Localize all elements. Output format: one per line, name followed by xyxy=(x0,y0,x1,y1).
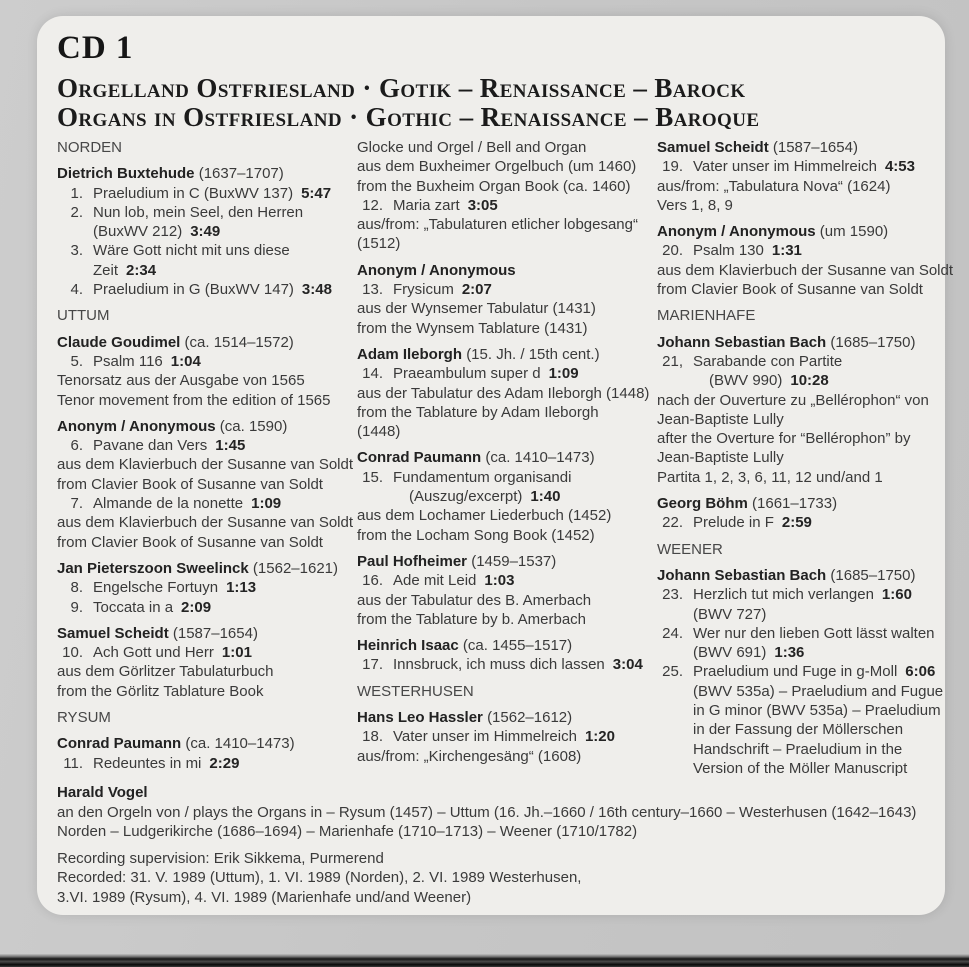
composer-name: Paul Hofheimer xyxy=(357,552,468,570)
composer-name: Heinrich Isaac xyxy=(357,637,459,655)
track-number: 6. xyxy=(70,437,83,455)
track-number: 9. xyxy=(70,598,83,616)
track-row xyxy=(357,280,650,299)
track-title: Praeambulum super d xyxy=(393,365,541,383)
track-duration: 1:13 xyxy=(226,579,257,597)
track-continuation xyxy=(657,740,950,759)
track-row xyxy=(357,364,650,383)
track-number: 21, xyxy=(662,352,683,370)
track-title: Sarabande con Partite xyxy=(693,352,843,370)
composer-dates: (1685–1750) xyxy=(830,566,916,584)
composer-line xyxy=(657,138,950,157)
booklet-card xyxy=(37,16,954,915)
composer-name: Conrad Paumann xyxy=(57,735,182,753)
track-row xyxy=(57,643,350,662)
composer-name: Dietrich Buxtehude xyxy=(57,165,195,183)
composer-name: Anonym / Anonymous xyxy=(657,223,816,241)
composer-line xyxy=(57,164,350,183)
annotation-line: (1448) xyxy=(357,423,401,441)
track-duration: 2:07 xyxy=(461,281,492,299)
annotation-line: Partita 1, 2, 3, 6, 11, 12 und/and 1 xyxy=(657,468,883,486)
track-continuation xyxy=(657,643,950,662)
track-row xyxy=(657,352,950,371)
track-title: Frysicum xyxy=(393,281,454,299)
composer-line xyxy=(657,333,950,352)
annotation-line: from the Tablature by Adam Ileborgh xyxy=(357,403,599,421)
track-duration: 1:60 xyxy=(881,586,912,604)
track-title-continued: Zeit xyxy=(93,261,119,279)
track-duration: 2:34 xyxy=(126,261,157,279)
composer-name: Johann Sebastian Bach xyxy=(657,333,827,351)
track-title-continued: in der Fassung der Möllerschen xyxy=(693,721,904,739)
composer-name: Anonym / Anonymous xyxy=(357,261,516,279)
track-number: 14. xyxy=(362,365,383,383)
annotation-line: aus dem Lochamer Liederbuch (1452) xyxy=(357,507,612,525)
credits-block xyxy=(57,783,925,907)
composer-line xyxy=(357,636,650,655)
credit-line: Recording supervision: Erik Sikkema, Purmerend xyxy=(57,849,384,867)
track-title: Innsbruck, ich muss dich lassen xyxy=(393,656,605,674)
track-continuation xyxy=(657,759,950,778)
track-duration: 1:20 xyxy=(584,728,615,746)
composer-dates: (1587–1654) xyxy=(772,139,858,156)
composer-line xyxy=(57,417,350,436)
composer-name: Adam Ileborgh xyxy=(357,345,463,363)
track-duration: 6:06 xyxy=(905,663,936,681)
track-duration: 1:40 xyxy=(530,488,561,506)
track-number: 25. xyxy=(662,663,683,681)
annotation-line: aus/from: „Kirchengesäng“ (1608) xyxy=(357,747,582,765)
credits-recording-lines xyxy=(57,849,925,908)
composer-line xyxy=(357,552,650,571)
track-number: 12. xyxy=(362,196,383,214)
track-title-continued: (BuxWV 212) xyxy=(93,223,183,241)
composer-dates: (1587–1654) xyxy=(172,624,258,642)
composer-name: Georg Böhm xyxy=(657,495,748,513)
composer-name: Claude Goudimel xyxy=(57,333,181,351)
track-title-continued: in G minor (BWV 535a) – Praeludium xyxy=(693,702,941,720)
annotation-line: Jean-Baptiste Lully xyxy=(657,410,784,428)
annotation-line: aus/from: „Tabulaturen etlicher lobgesang“ xyxy=(357,216,638,234)
composer-name: Johann Sebastian Bach xyxy=(657,566,827,584)
composer-name: Anonym / Anonymous xyxy=(57,417,216,435)
credits-organ-lines xyxy=(57,803,925,842)
composer-line xyxy=(657,566,950,585)
track-duration: 3:49 xyxy=(190,223,221,241)
composer-name: Jan Pieterszoon Sweelinck xyxy=(57,559,249,577)
track-continuation xyxy=(657,605,950,624)
track-title-continued: Handschrift – Praeludium in the xyxy=(693,740,903,758)
track-title: Praeludium und Fuge in g-Moll xyxy=(693,663,898,681)
track-title: Vater unser im Himmelreich xyxy=(693,158,877,176)
composer-line xyxy=(57,559,350,578)
composer-line xyxy=(57,624,350,643)
composer-dates: (1637–1707) xyxy=(198,165,284,183)
track-number: 23. xyxy=(662,586,683,604)
track-duration: 3:04 xyxy=(612,656,643,674)
composer-dates: (ca. 1410–1473) xyxy=(485,449,595,467)
track-continuation xyxy=(657,701,950,720)
track-row xyxy=(57,241,350,260)
track-duration: 1:36 xyxy=(774,644,805,662)
track-title: Pavane dan Vers xyxy=(93,437,208,455)
composer-dates: (um 1590) xyxy=(819,223,889,241)
section-header: UTTUM xyxy=(57,307,110,325)
track-duration: 1:45 xyxy=(215,437,246,455)
composer-dates: (1685–1750) xyxy=(830,333,916,351)
track-row xyxy=(657,157,950,176)
track-column-right xyxy=(657,138,954,778)
annotation-line: (1512) xyxy=(357,235,401,253)
track-title: Almande de la nonette xyxy=(93,495,244,513)
section-header: RYSUM xyxy=(57,709,111,727)
track-row xyxy=(657,624,950,643)
track-row xyxy=(57,436,350,455)
track-duration: 3:05 xyxy=(467,196,498,214)
track-title: Herzlich tut mich verlangen xyxy=(693,586,874,604)
track-number: 10. xyxy=(62,644,83,662)
credit-line: Norden – Ludgerikirche (1686–1694) – Marienhafe (1710–1713) – Weener (1710/1782) xyxy=(57,823,638,841)
annotation-line: from the Tablature by b. Amerbach xyxy=(357,610,587,628)
track-title: Ade mit Leid xyxy=(393,572,477,590)
track-title-continued: (BWV 727) xyxy=(693,605,767,623)
track-row xyxy=(357,727,650,746)
track-number: 3. xyxy=(70,242,83,260)
track-title: Wer nur den lieben Gott lässt walten xyxy=(693,624,935,642)
composer-dates: (1661–1733) xyxy=(752,495,838,513)
track-title: Nun lob, mein Seel, den Herren xyxy=(93,203,304,221)
annotation-line: from the Buxheim Organ Book (ca. 1460) xyxy=(357,177,631,195)
track-number: 5. xyxy=(70,352,83,370)
track-listing xyxy=(57,138,954,778)
composer-name: Hans Leo Hassler xyxy=(357,709,483,727)
track-duration: 2:59 xyxy=(781,514,812,532)
track-duration: 1:09 xyxy=(251,495,282,513)
track-title: Ach Gott und Herr xyxy=(93,644,214,662)
track-duration: 1:31 xyxy=(771,242,802,260)
credit-line: an den Orgeln von / plays the Organs in – Rysum (1457) – Uttum (16. Jh.–1660 / 16th century–1660 – Westerhusen (1642–1643) xyxy=(57,803,917,821)
track-title: Fundamentum organisandi xyxy=(393,468,572,486)
track-duration: 2:29 xyxy=(209,754,240,772)
annotation-line: Vers 1, 8, 9 xyxy=(657,196,733,214)
track-continuation xyxy=(657,371,950,390)
track-title: Psalm 130 xyxy=(693,242,764,260)
track-row xyxy=(57,184,350,203)
track-title: Maria zart xyxy=(393,196,460,214)
track-row xyxy=(57,598,350,617)
composer-line xyxy=(57,333,350,352)
annotation-line: from the Wynsem Tablature (1431) xyxy=(357,319,588,337)
track-title-continued: Version of the Möller Manuscript xyxy=(693,759,908,777)
track-row xyxy=(657,241,950,260)
annotation-line: from the Görlitz Tablature Book xyxy=(57,682,264,700)
composer-line xyxy=(357,261,650,280)
track-number: 4. xyxy=(70,281,83,299)
album-title-german: Orgelland Ostfriesland · Gotik – Renaissance – Barock xyxy=(57,73,746,103)
track-duration: 10:28 xyxy=(790,372,829,390)
annotation-line: aus dem Klavierbuch der Susanne van Soldt xyxy=(57,456,354,474)
annotation-line: Glocke und Orgel / Bell and Organ xyxy=(357,139,587,156)
track-row xyxy=(357,196,650,215)
track-row xyxy=(357,468,650,487)
track-title-continued: (BWV 691) xyxy=(693,644,767,662)
track-title: Psalm 116 xyxy=(93,352,163,370)
track-duration: 1:09 xyxy=(548,365,579,383)
credit-line: Recorded: 31. V. 1989 (Uttum), 1. VI. 1989 (Norden), 2. VI. 1989 Westerhusen, xyxy=(57,869,582,887)
track-number: 18. xyxy=(362,728,383,746)
track-row xyxy=(657,662,950,681)
track-duration: 5:47 xyxy=(301,184,332,202)
track-title: Redeuntes in mi xyxy=(93,754,202,772)
section-header: MARIENHAFE xyxy=(657,307,756,325)
track-number: 2. xyxy=(70,203,83,221)
annotation-line: Tenorsatz aus der Ausgabe von 1565 xyxy=(57,372,305,390)
track-number: 22. xyxy=(662,514,683,532)
track-row xyxy=(657,513,950,532)
annotation-line: aus dem Klavierbuch der Susanne van Soldt xyxy=(657,261,954,279)
track-duration: 1:03 xyxy=(484,572,515,590)
credit-line: 3.VI. 1989 (Rysum), 4. VI. 1989 (Marienhafe und/and Weener) xyxy=(57,888,472,906)
track-duration: 3:48 xyxy=(301,281,332,299)
composer-dates: (ca. 1410–1473) xyxy=(185,735,295,753)
track-row xyxy=(657,585,950,604)
section-header: WEENER xyxy=(657,540,723,558)
annotation-line: from the Locham Song Book (1452) xyxy=(357,526,595,544)
annotation-line: from Clavier Book of Susanne van Soldt xyxy=(57,475,323,493)
track-number: 15. xyxy=(362,468,383,486)
track-number: 8. xyxy=(70,579,83,597)
track-continuation xyxy=(657,682,950,701)
composer-line xyxy=(357,708,650,727)
track-number: 16. xyxy=(362,572,383,590)
track-title: Wäre Gott nicht mit uns diese xyxy=(93,242,290,260)
track-row xyxy=(57,578,350,597)
track-row xyxy=(357,655,650,674)
track-title: Prelude in F xyxy=(693,514,774,532)
track-continuation xyxy=(357,487,650,506)
track-row xyxy=(57,352,350,371)
composer-line xyxy=(657,222,950,241)
annotation-line: aus der Tabulatur des Adam Ileborgh (1448) xyxy=(357,384,650,402)
track-title: Praeludium in G (BuxWV 147) xyxy=(93,281,294,299)
track-continuation xyxy=(657,720,950,739)
composer-dates: (1562–1612) xyxy=(487,709,573,727)
track-number: 11. xyxy=(63,754,83,772)
track-duration: 4:53 xyxy=(884,158,915,176)
track-number: 13. xyxy=(362,281,383,299)
track-title: Vater unser im Himmelreich xyxy=(393,728,577,746)
track-column-middle xyxy=(357,138,650,778)
track-continuation xyxy=(57,222,350,241)
annotation-line: Tenor movement from the edition of 1565 xyxy=(57,391,331,409)
track-title: Praeludium in C (BuxWV 137) xyxy=(93,184,294,202)
annotation-line: Jean-Baptiste Lully xyxy=(657,449,784,467)
composer-name: Conrad Paumann xyxy=(357,449,482,467)
track-number: 7. xyxy=(70,495,83,513)
annotation-line: aus/from: „Tabulatura Nova“ (1624) xyxy=(657,177,891,195)
track-row xyxy=(57,203,350,222)
track-row xyxy=(57,494,350,513)
track-number: 1. xyxy=(70,184,83,202)
composer-name: Samuel Scheidt xyxy=(57,624,169,642)
composer-dates: (ca. 1590) xyxy=(219,417,288,435)
section-header: WESTERHUSEN xyxy=(357,682,474,700)
annotation-line: from Clavier Book of Susanne van Soldt xyxy=(657,281,923,299)
track-title-continued: (BWV 535a) – Praeludium and Fugue xyxy=(693,682,944,700)
annotation-line: aus dem Klavierbuch der Susanne van Soldt xyxy=(57,514,354,532)
annotation-line: from Clavier Book of Susanne van Soldt xyxy=(57,533,323,551)
composer-line xyxy=(357,345,650,364)
composer-dates: (1459–1537) xyxy=(471,552,557,570)
performer-name: Harald Vogel xyxy=(57,784,148,802)
track-duration: 1:04 xyxy=(170,352,201,370)
track-number: 19. xyxy=(662,158,683,176)
composer-line xyxy=(57,734,350,753)
track-row xyxy=(57,754,350,773)
track-row xyxy=(57,280,350,299)
composer-dates: (ca. 1514–1572) xyxy=(184,333,294,351)
annotation-line: nach der Ouverture zu „Bellérophon“ von xyxy=(657,391,929,409)
track-title-continued: (Auszug/excerpt) xyxy=(409,488,523,506)
album-title-english: Organs in Ostfriesland · Gothic – Renaissance – Baroque xyxy=(57,101,760,132)
composer-dates: (1562–1621) xyxy=(252,559,338,577)
track-row xyxy=(357,571,650,590)
annotation-line: after the Overture for “Bellérophon” by xyxy=(657,430,911,448)
track-number: 17. xyxy=(362,656,383,674)
composer-name: Samuel Scheidt xyxy=(657,139,769,156)
scan-edge-strip xyxy=(0,954,969,967)
track-title-continued: (BWV 990) xyxy=(709,372,783,390)
track-title: Engelsche Fortuyn xyxy=(93,579,219,597)
annotation-line: aus dem Buxheimer Orgelbuch (um 1460) xyxy=(357,158,637,176)
track-number: 24. xyxy=(662,624,683,642)
cd-label: CD 1 xyxy=(57,30,134,66)
track-title: Toccata in a xyxy=(93,598,174,616)
track-duration: 1:01 xyxy=(221,644,252,662)
annotation-line: aus der Wynsemer Tabulatur (1431) xyxy=(357,300,596,318)
track-number: 20. xyxy=(662,242,683,260)
annotation-line: aus dem Görlitzer Tabulaturbuch xyxy=(57,663,274,681)
composer-dates: (15. Jh. / 15th cent.) xyxy=(466,345,600,363)
track-duration: 2:09 xyxy=(181,598,212,616)
track-column-left xyxy=(57,138,354,778)
composer-line xyxy=(357,448,650,467)
track-continuation xyxy=(57,261,350,280)
annotation-line: aus der Tabulatur des B. Amerbach xyxy=(357,591,592,609)
section-header: NORDEN xyxy=(57,139,123,156)
composer-line xyxy=(657,494,950,513)
composer-dates: (ca. 1455–1517) xyxy=(462,637,573,655)
